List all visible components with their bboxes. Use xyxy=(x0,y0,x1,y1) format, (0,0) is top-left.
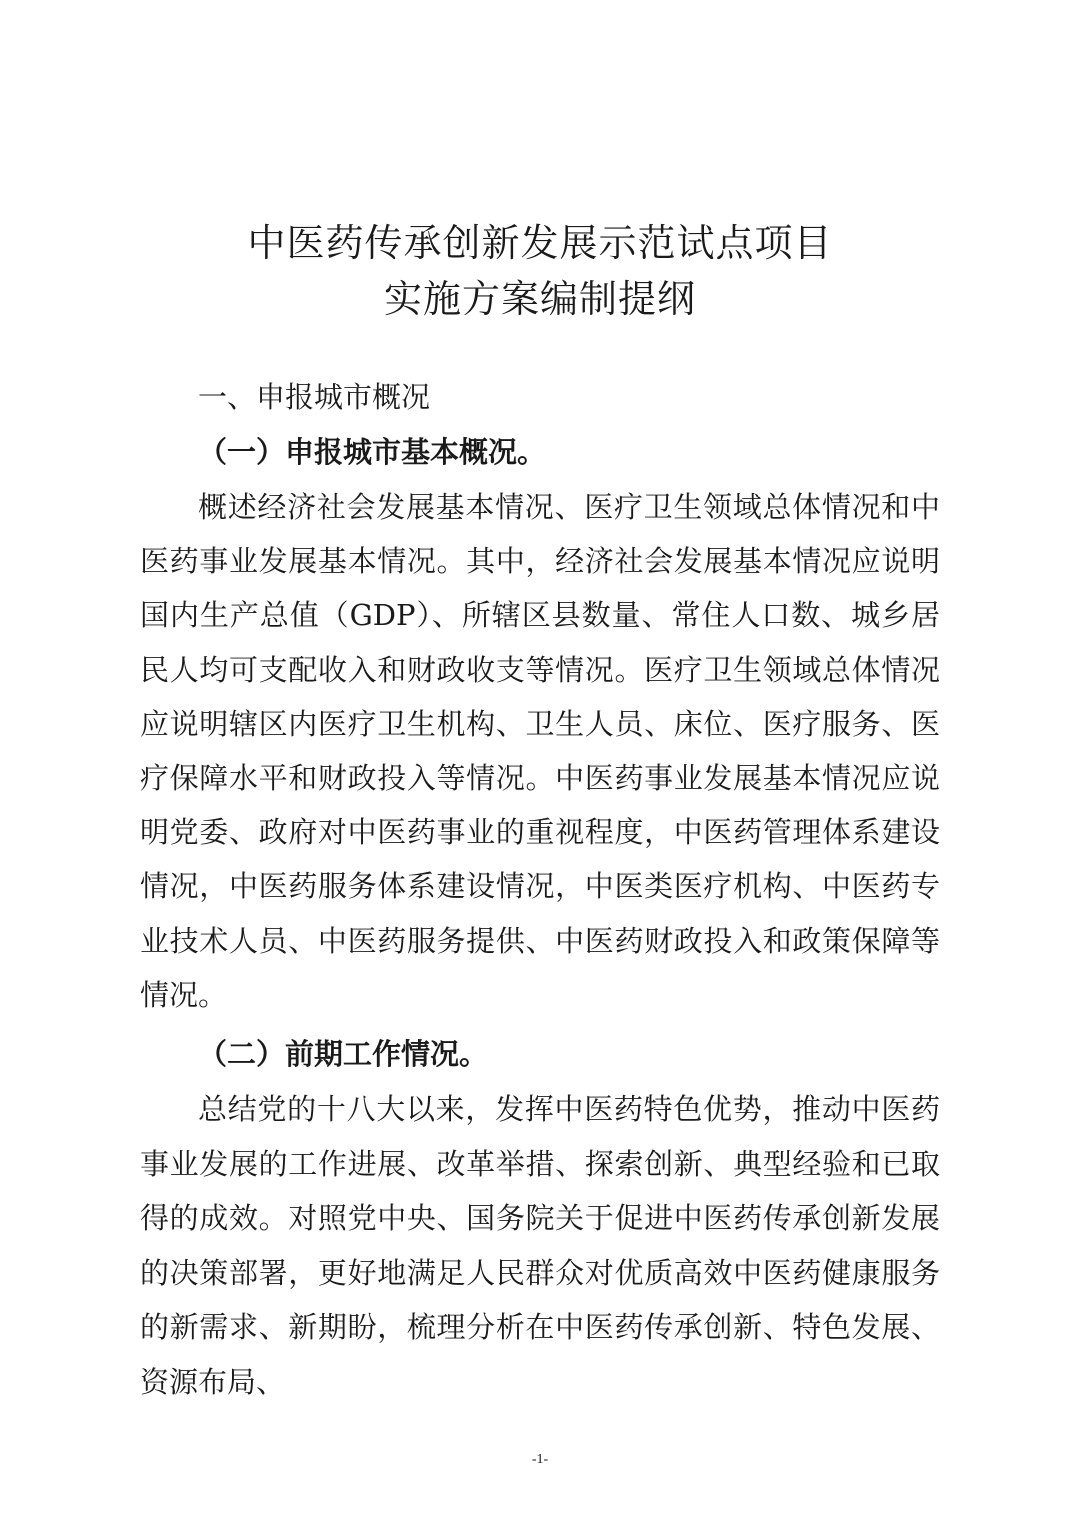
document-title-line-2: 实施方案编制提纲 xyxy=(383,277,696,321)
subsection-2-paragraph: 总结党的十八大以来，发挥中医药特色优势，推动中医药事业发展的工作进展、改革举措、探索创新、典型经验和已取得的成效。对照党中央、国务院关于促进中医药传承创新发展的决策部署，更好地满足人民群众对优质高效中医药健康服务的新需求、新期盼，梳理分析在中医药传承创新、特色发展、资源布局、 xyxy=(140,1092,940,1399)
subsection-heading-2: （二）前期工作情况。 xyxy=(198,1037,489,1072)
document-body xyxy=(140,370,940,1410)
subsection-1-paragraph: 概述经济社会发展基本情况、医疗卫生领域总体情况和中医药事业发展基本情况。其中，经济社会发展基本情况应说明国内生产总值（GDP）、所辖区县数量、常住人口数、城乡居民人均可支配收入和财政收支等情况。医疗卫生领域总体情况应说明辖区内医疗卫生机构、卫生人员、床位、医疗服务、医疗保障水平和财政投入等情况。中医药事业发展基本情况应说明党委、政府对中医药事业的重视程度，中医药管理体系建设情况，中医药服务体系建设情况，中医类医疗机构、中医药专业技术人员、中医药服务提供、中医药财政投入和政策保障等情况。 xyxy=(140,490,940,1012)
document-title-line-1: 中医药传承创新发展示范试点项目 xyxy=(247,221,833,265)
section-heading-1: 一、申报城市概况 xyxy=(198,380,431,414)
page-number: -1- xyxy=(531,1452,549,1467)
subsection-heading-1: （一）申报城市基本概况。 xyxy=(198,435,547,469)
